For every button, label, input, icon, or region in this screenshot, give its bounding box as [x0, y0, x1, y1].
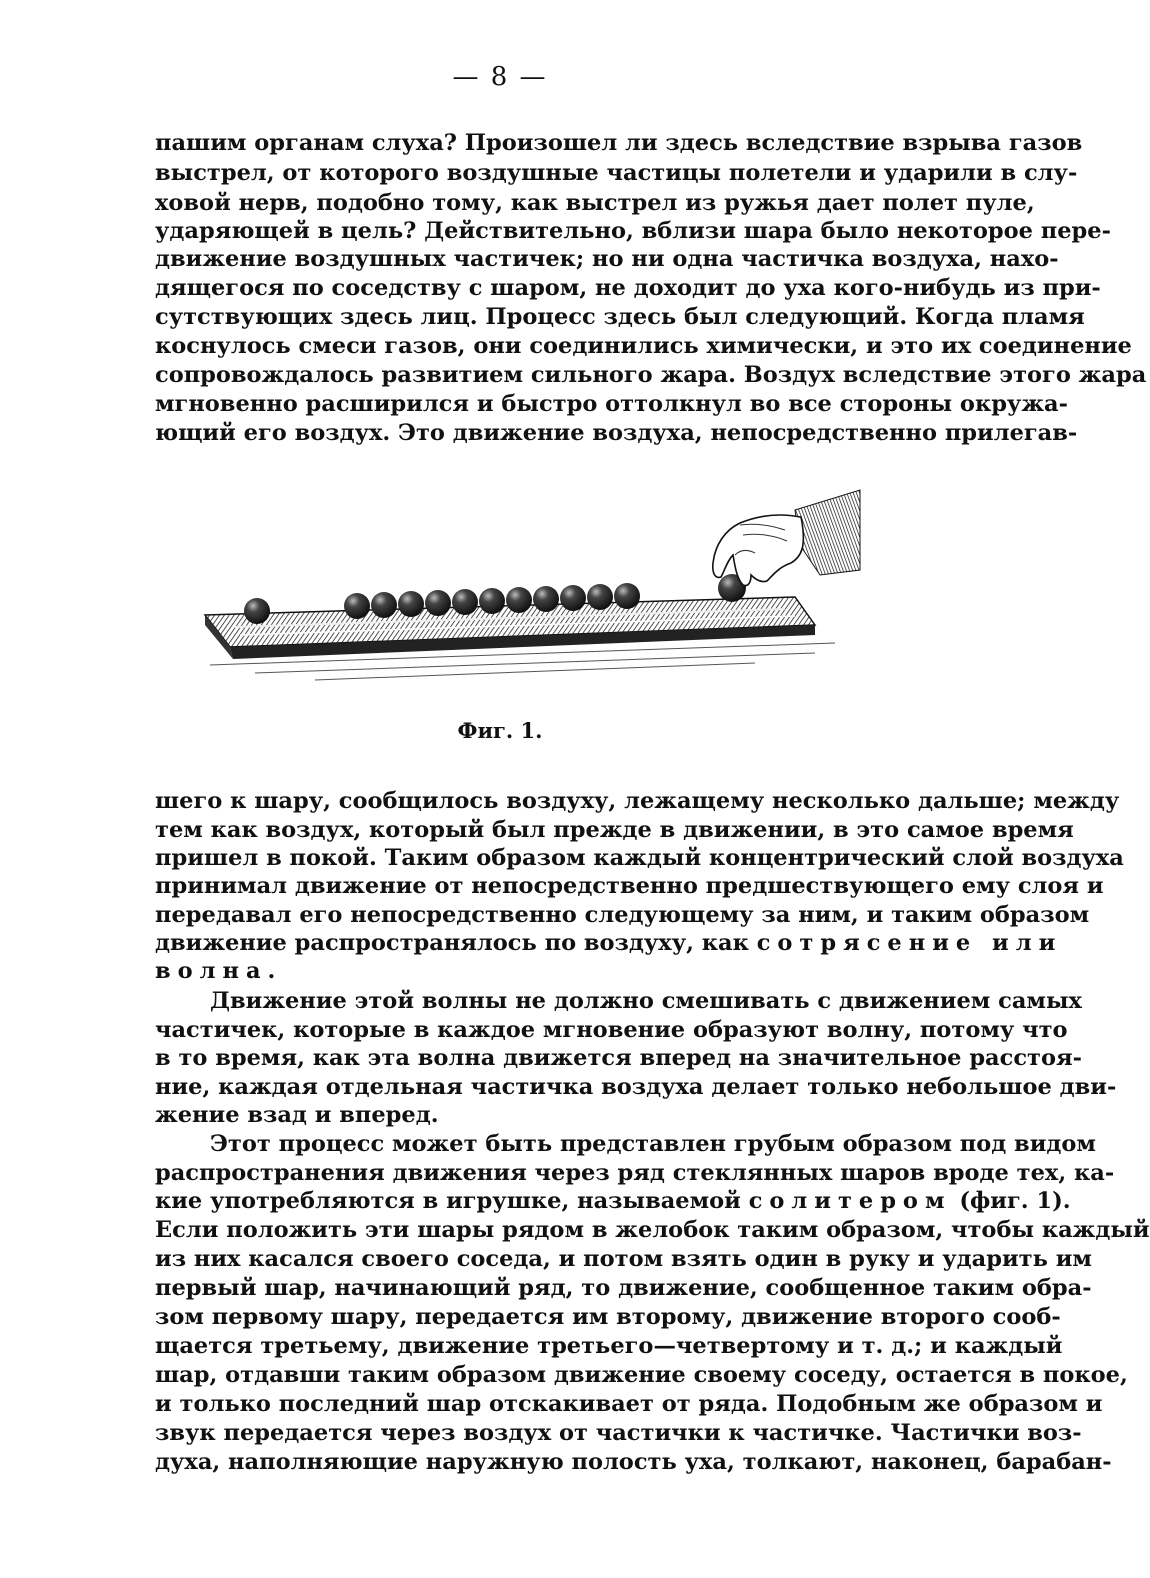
page-number: — 8 —	[452, 62, 548, 92]
text-line: шар, отдавши таким образом движение своему соседу, остается в покое,	[155, 1362, 1128, 1388]
text-line: Движение этой волны не должно смешивать с движением самых	[210, 988, 1082, 1014]
text-line: Этот процесс может быть представлен грубым образом под видом	[210, 1131, 1096, 1157]
text-line: сопровождалось развитием сильного жара. Воздух вследствие этого жара	[155, 362, 1147, 388]
text-line: жение взад и вперед.	[155, 1102, 439, 1128]
text-line: духа, наполняющие наружную полость уха, толкают, наконец, барабан-	[155, 1449, 1112, 1475]
text-segment: движение распространялось по воздуху, как	[155, 930, 749, 956]
text-line: ющий его воздух. Это движение воздуха, непосредственно прилегав-	[155, 420, 1078, 446]
text-line: ховой нерв, подобно тому, как выстрел из ружья дает полет пуле,	[155, 190, 1035, 216]
text-line: звук передается через воздух от частички к частичке. Частички воз-	[155, 1420, 1082, 1446]
hand-illustration	[713, 490, 860, 586]
text-line	[155, 1186, 1071, 1216]
text-line: шего к шару, сообщилось воздуху, лежащему несколько дальше; между	[155, 788, 1120, 814]
text-line: ударяющей в цель? Действительно, вблизи шара было некоторое пере-	[155, 218, 1111, 244]
text-line: распространения движения через ряд стеклянных шаров вроде тех, ка-	[155, 1160, 1115, 1186]
text-line: движение воздушных частичек; но ни одна частичка воздуха, нахо-	[155, 246, 1059, 272]
spaced-emphasis: солитером	[748, 1188, 952, 1214]
spaced-emphasis: волна.	[155, 958, 283, 984]
text-segment: (фиг. 1).	[959, 1188, 1071, 1214]
text-line	[155, 928, 1063, 958]
text-line: в то время, как эта волна движется вперед на значительное расстоя-	[155, 1045, 1082, 1071]
text-line: передавал его непосредственно следующему за ним, и таким образом	[155, 902, 1090, 928]
text-line: первый шар, начинающий ряд, то движение, сообщенное таким обра-	[155, 1275, 1092, 1301]
text-line: зом первому шару, передается им второму, движение второго сооб-	[155, 1304, 1061, 1330]
text-line: мгновенно расширился и быстро оттолкнул во все стороны окружа-	[155, 391, 1068, 417]
text-line: выстрел, от которого воздушные частицы полетели и ударили в слу-	[155, 160, 1078, 186]
text-line: принимал движение от непосредственно предшествующего ему слоя и	[155, 873, 1104, 899]
text-segment: кие употребляются в игрушке, называемой	[155, 1188, 741, 1214]
text-line: ние, каждая отдельная частичка воздуха делает только небольшое дви-	[155, 1074, 1117, 1100]
text-line: Если положить эти шары рядом в желобок таким образом, чтобы каждый	[155, 1217, 1150, 1243]
figure-caption: Фиг. 1.	[457, 718, 543, 743]
text-line: щается третьему, движение третьего—четвертому и т. д.; и каждый	[155, 1333, 1063, 1359]
text-line: тем как воздух, который был прежде в движении, в это самое время	[155, 817, 1074, 843]
text-line: частичек, которые в каждое мгновение образуют волну, потому что	[155, 1017, 1068, 1043]
text-line: пришел в покой. Таким образом каждый концентрический слой воздуха	[155, 845, 1124, 871]
text-line: дящегося по соседству с шаром, не доходит до уха кого-нибудь из при-	[155, 275, 1101, 301]
solitaire-balls-figure	[195, 475, 855, 690]
text-line: из них касался своего соседа, и потом взять один в руку и ударить им	[155, 1246, 1092, 1272]
text-line: и только последний шар отскакивает от ряда. Подобным же образом и	[155, 1391, 1103, 1417]
spaced-emphasis: сотрясение или	[756, 930, 1063, 956]
text-line: коснулось смеси газов, они соединились химически, и это их соединение	[155, 333, 1132, 359]
text-line: сутствующих здесь лиц. Процесс здесь был следующий. Когда пламя	[155, 304, 1085, 330]
text-line	[155, 956, 945, 986]
text-line: пашим органам слуха? Произошел ли здесь вследствие взрыва газов	[155, 130, 1083, 156]
